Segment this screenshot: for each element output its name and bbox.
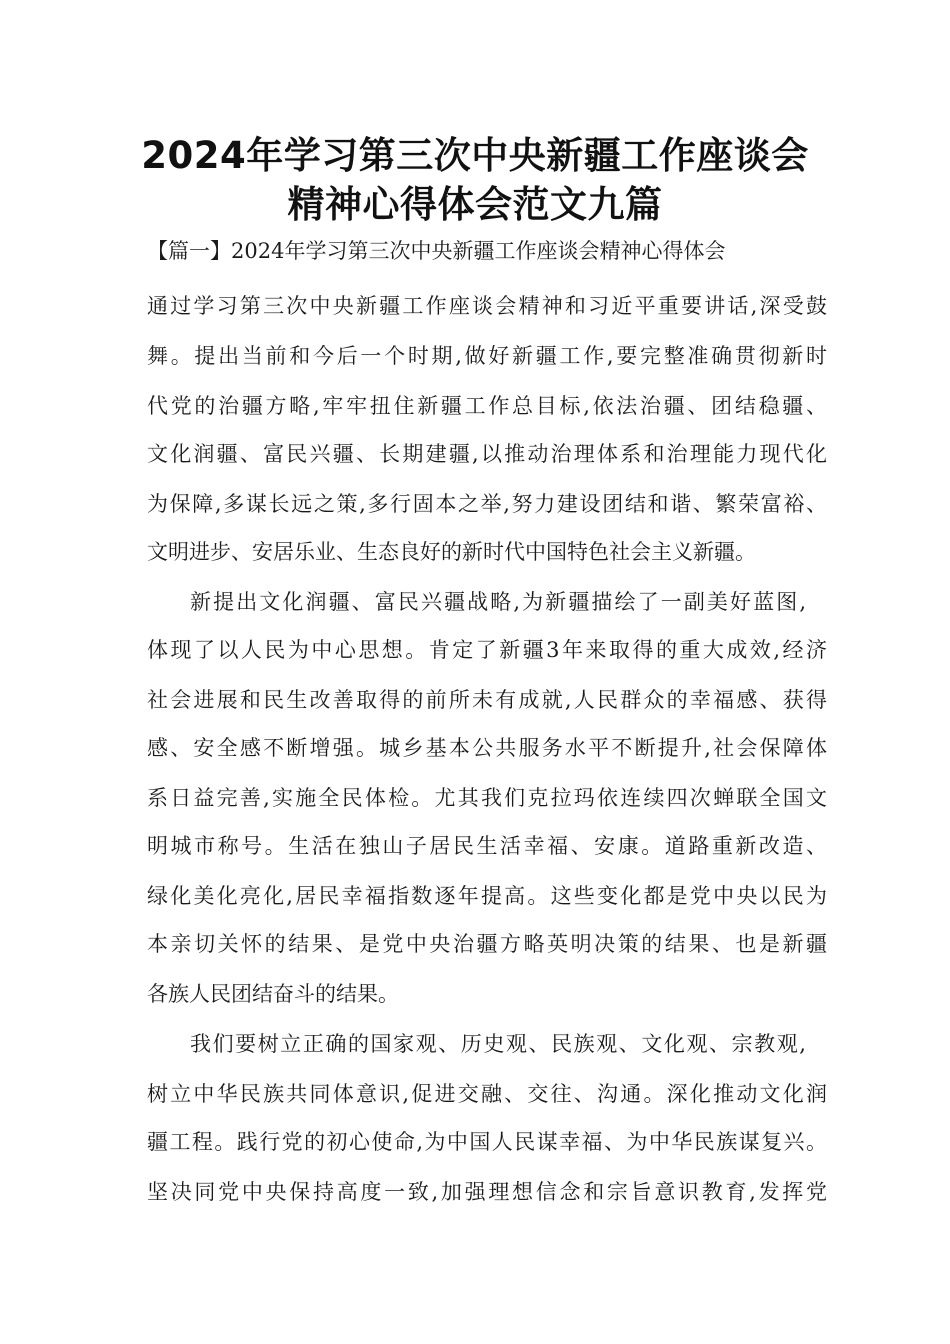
paragraph-line: 坚决同党中央保持高度一致,加强理想信念和宗旨意识教育,发挥党 [147,1180,827,1204]
paragraph-line: 舞。提出当前和今后一个时期,做好新疆工作,要完整准确贯彻新时 [147,344,827,368]
paragraph-line: 为保障,多谋长远之策,多行固本之举,努力建设团结和谐、繁荣富裕、 [147,492,827,516]
paragraph-line: 明城市称号。生活在独山子居民生活幸福、安康。道路重新改造、 [147,834,827,858]
paragraph-line: 疆工程。践行党的初心使命,为中国人民谋幸福、为中华民族谋复兴。 [147,1130,827,1154]
paragraph-line: 本亲切关怀的结果、是党中央治疆方略英明决策的结果、也是新疆 [147,932,827,956]
paragraph-line: 绿化美化亮化,居民幸福指数逐年提高。这些变化都是党中央以民为 [147,884,827,908]
paragraph-line: 文化润疆、富民兴疆、长期建疆,以推动治理体系和治理能力现代化 [147,442,827,466]
document-title-line-2: 精神心得体会范文九篇 [287,183,663,226]
paragraph-line: 通过学习第三次中央新疆工作座谈会精神和习近平重要讲话,深受鼓 [147,294,827,318]
paragraph-line: 系日益完善,实施全民体检。尤其我们克拉玛依连续四次蝉联全国文 [147,786,827,810]
paragraph-line: 新提出文化润疆、富民兴疆战略,为新疆描绘了一副美好蓝图, [190,590,806,614]
paragraph-line: 社会进展和民生改善取得的前所未有成就,人民群众的幸福感、获得 [147,688,827,712]
paragraph-line: 体现了以人民为中心思想。肯定了新疆3年来取得的重大成效,经济 [147,638,827,662]
paragraph-line: 各族人民团结奋斗的结果。 [147,982,399,1006]
section-heading: 【篇一】2024年学习第三次中央新疆工作座谈会精神心得体会 [147,239,726,263]
paragraph-line: 感、安全感不断增强。城乡基本公共服务水平不断提升,社会保障体 [147,736,827,760]
paragraph-line: 代党的治疆方略,牢牢扭住新疆工作总目标,依法治疆、团结稳疆、 [147,394,827,418]
paragraph-line: 文明进步、安居乐业、生态良好的新时代中国特色社会主义新疆。 [147,540,756,564]
paragraph-line: 我们要树立正确的国家观、历史观、民族观、文化观、宗教观, [190,1032,806,1056]
document-title-line-1: 2024年学习第三次中央新疆工作座谈会 [141,134,809,177]
paragraph-line: 树立中华民族共同体意识,促进交融、交往、沟通。深化推动文化润 [147,1082,827,1106]
